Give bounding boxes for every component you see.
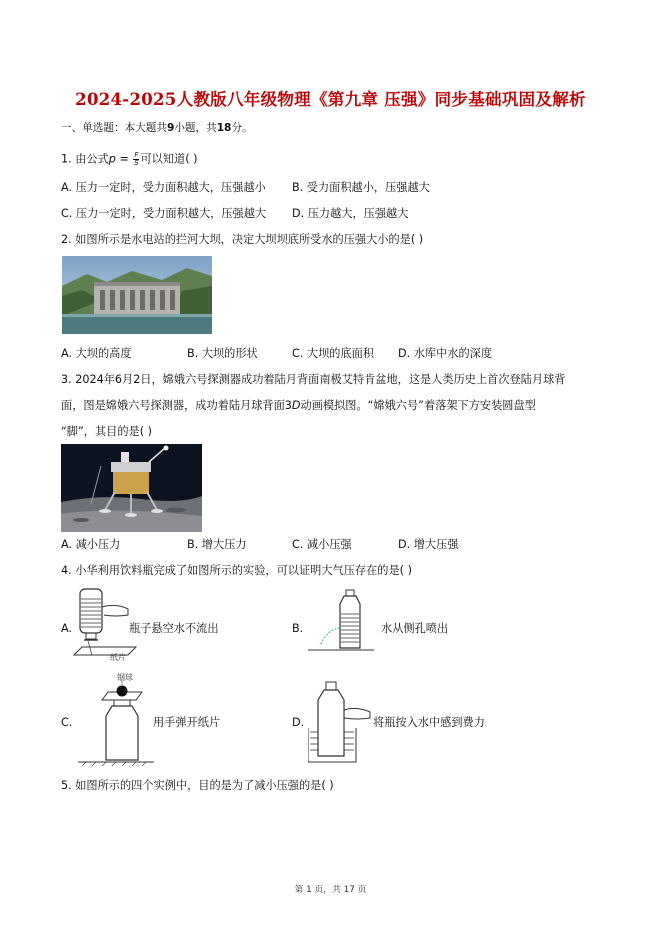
- question-1-stem: [61, 152, 197, 167]
- q2-option-d: D. 水库中水的深度: [398, 347, 493, 360]
- section-mid: 小题，共: [174, 122, 217, 134]
- question-3-line-3: “脚”，其目的是( ): [61, 425, 153, 438]
- q2-option-b: B. 大坝的形状: [187, 347, 258, 360]
- q3-option-b: B. 增大压力: [187, 538, 247, 551]
- question-3-line-2: [61, 399, 536, 413]
- page-footer: 第 1 页，共 17 页: [294, 885, 367, 895]
- q3-line2-b: D: [291, 399, 301, 412]
- q4-d-figure: [308, 680, 374, 766]
- q4-option-d-text: 将瓶按入水中感到费力: [373, 716, 485, 729]
- section-count: 9: [166, 122, 175, 134]
- q3-option-d: D. 增大压强: [398, 538, 459, 551]
- formula-numerator: F: [134, 151, 139, 159]
- q4-option-c-text: 用手弹开纸片: [153, 716, 221, 729]
- q3-option-c: C. 减小压强: [292, 538, 352, 551]
- q4-option-c-letter: C.: [61, 716, 73, 729]
- section-heading: [61, 121, 253, 135]
- question-2-stem: 2. 如图所示是水电站的拦河大坝，决定大坝坝底所受水的压强大小的是( ): [61, 233, 424, 246]
- formula-fraction: [133, 152, 139, 167]
- q4-option-d-letter: D.: [292, 716, 305, 729]
- formula-eq: =: [115, 152, 133, 166]
- q1-after: 可以知道( ): [140, 152, 198, 166]
- q1-option-a: A. 压力一定时，受力面积越大，压强越小: [61, 181, 266, 194]
- q4-c-label: 钢球: [117, 673, 133, 682]
- section-end: 分。: [231, 122, 253, 134]
- question-4-stem: 4. 小华利用饮料瓶完成了如图所示的实验，可以证明大气压存在的是( ): [61, 564, 412, 577]
- q4-c-figure: [78, 672, 158, 768]
- q1-option-d: D. 压力越大，压强越大: [292, 207, 409, 220]
- dam-photo: [62, 256, 212, 334]
- q4-option-a-letter: A.: [61, 622, 73, 635]
- formula-denominator: S: [134, 159, 139, 167]
- question-5-stem: 5. 如图所示的四个实例中，目的是为了减小压强的是( ): [61, 779, 334, 792]
- formula-lhs: p: [108, 152, 116, 166]
- page-title: 2024-2025人教版八年级物理《第九章 压强》同步基础巩固及解析: [75, 90, 586, 109]
- q1-option-b: B. 受力面积越小，压强越大: [292, 181, 430, 194]
- question-3-line-1: 3. 2024年6月2日，嫦娥六号探测器成功着陆月背面南极艾特肯盆地，这是人类历史上首次登陆月球背: [61, 373, 566, 386]
- lander-photo: [61, 444, 202, 532]
- q3-line2-a: 面，图是嫦娥六号探测器，成功着陆月球背面3: [61, 399, 292, 412]
- q1-option-c: C. 压力一定时，受力面积越大，压强越大: [61, 207, 267, 220]
- q2-option-c: C. 大坝的底面积: [292, 347, 375, 360]
- q3-line2-c: 动画模拟图。“嫦娥六号”着落架下方安装圆盘型: [300, 399, 536, 412]
- section-score: 18: [216, 122, 232, 134]
- q4-option-b-letter: B.: [292, 622, 304, 635]
- q1-before: 1. 由公式: [61, 152, 109, 166]
- q3-option-a: A. 减小压力: [61, 538, 121, 551]
- q4-b-figure: [308, 588, 378, 656]
- q2-option-a: A. 大坝的高度: [61, 347, 132, 360]
- q4-option-a-text: 瓶子悬空水不流出: [129, 622, 219, 635]
- q4-option-b-text: 水从侧孔喷出: [381, 622, 449, 635]
- section-label: 一、单选题：本大题共: [61, 122, 167, 134]
- q4-a-label: 纸片: [110, 653, 126, 662]
